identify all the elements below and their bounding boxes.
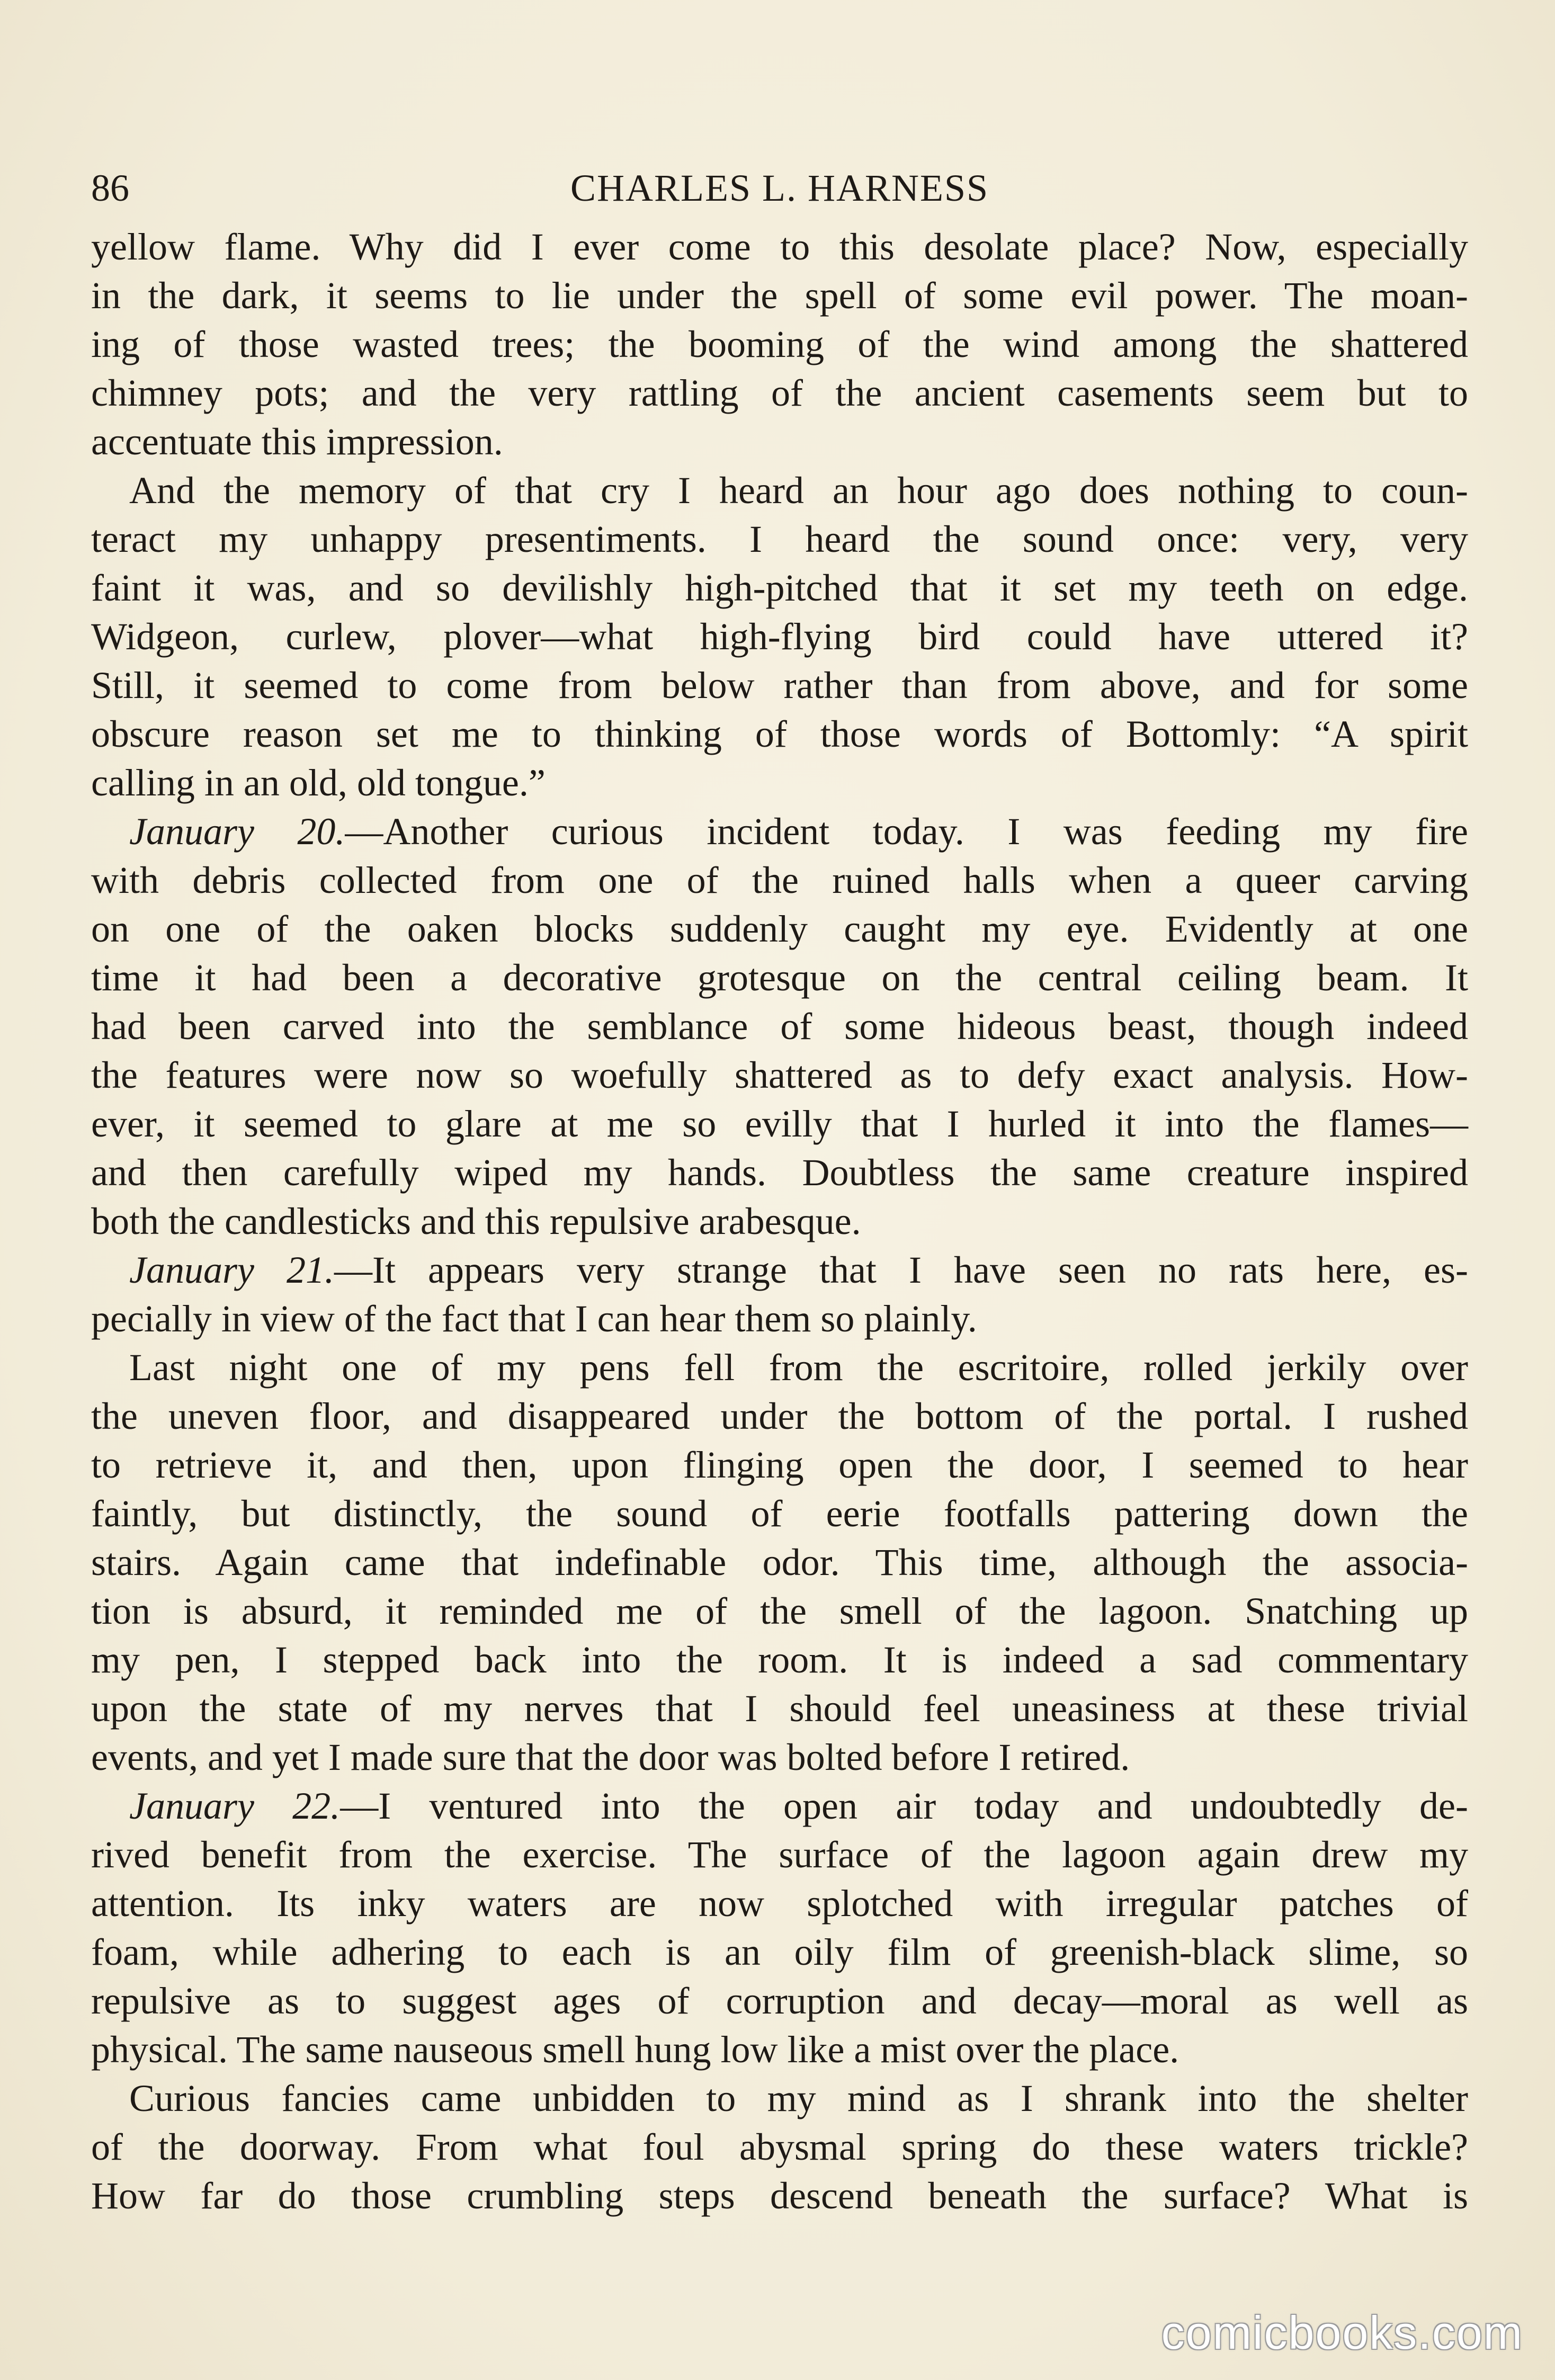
text-line: yellow flame. Why did I ever come to this desolate place? Now, especially <box>91 226 1468 268</box>
page-number: 86 <box>91 167 129 209</box>
text-line: upon the state of my nerves that I should feel uneasiness at these trivial <box>91 1687 1468 1730</box>
text-line: calling in an old, old tongue.” <box>91 762 546 804</box>
body-text <box>91 222 1468 2220</box>
text-line: Last night one of my pens fell from the escritoire, rolled jerkily over <box>129 1346 1468 1389</box>
text-line: the features were now so woefully shattered as to defy exact analysis. How- <box>91 1054 1468 1096</box>
text-line: tion is absurd, it reminded me of the smell of the lagoon. Snatching up <box>91 1590 1468 1632</box>
text-line: with debris collected from one of the ruined halls when a queer carving <box>91 859 1468 901</box>
text-line: accentuate this impression. <box>91 420 503 463</box>
entry-date: January 21. <box>129 1249 334 1291</box>
text-line: How far do those crumbling steps descend beneath the surface? What is <box>91 2175 1468 2217</box>
text-line: both the candlesticks and this repulsive arabesque. <box>91 1200 861 1242</box>
text-line: my pen, I stepped back into the room. It is indeed a sad commentary <box>91 1639 1468 1681</box>
text-line: had been carved into the semblance of some hideous beast, though indeed <box>91 1005 1468 1048</box>
entry-date: January 22. <box>129 1785 341 1827</box>
text-line: faintly, but distinctly, the sound of eerie footfalls pattering down the <box>91 1492 1468 1535</box>
text-line: stairs. Again came that indefinable odor. This time, although the associa- <box>91 1541 1468 1583</box>
page-header <box>91 159 1468 217</box>
text-line: on one of the oaken blocks suddenly caught my eye. Evidently at one <box>91 908 1468 950</box>
text-line: and then carefully wiped my hands. Doubtless the same creature inspired <box>91 1151 1468 1194</box>
text-line: Curious fancies came unbidden to my mind as I shrank into the shelter <box>129 2077 1468 2119</box>
text-line: repulsive as to suggest ages of corruption and decay—moral as well as <box>91 1980 1468 2022</box>
text-line: ever, it seemed to glare at me so evilly that I hurled it into the flames— <box>91 1103 1468 1145</box>
text-line: events, and yet I made sure that the door was bolted before I retired. <box>91 1736 1130 1778</box>
entry-date: January 20. <box>129 810 345 853</box>
text-line: pecially in view of the fact that I can hear them so plainly. <box>91 1298 977 1340</box>
text-line: faint it was, and so devilishly high-pitched that it set my teeth on edge. <box>91 567 1468 609</box>
text-line: obscure reason set me to thinking of those words of Bottomly: “A spirit <box>91 713 1468 755</box>
text-line: foam, while adhering to each is an oily film of greenish-black slime, so <box>91 1931 1468 1973</box>
text-line: rived benefit from the exercise. The surface of the lagoon again drew my <box>91 1833 1468 1876</box>
text-line: ing of those wasted trees; the booming of the wind among the shattered <box>91 323 1468 365</box>
text-line: in the dark, it seems to lie under the spell of some evil power. The moan- <box>91 274 1468 317</box>
text-line: January 22.—I ventured into the open air today and undoubtedly de- <box>129 1785 1468 1827</box>
site-watermark: comicbooks.com <box>1161 2306 1523 2359</box>
text-line: And the memory of that cry I heard an hour ago does nothing to coun- <box>129 469 1468 512</box>
text-line: of the doorway. From what foul abysmal spring do these waters trickle? <box>91 2126 1468 2168</box>
text-line: January 21.—It appears very strange that I have seen no rats here, es- <box>129 1249 1468 1291</box>
text-line: January 20.—Another curious incident today. I was feeding my fire <box>129 810 1468 853</box>
text-line: physical. The same nauseous smell hung low like a mist over the place. <box>91 2028 1179 2071</box>
text-line: Widgeon, curlew, plover—what high-flying bird could have uttered it? <box>91 615 1468 658</box>
text-line: Still, it seemed to come from below rather than from above, and for some <box>91 664 1468 706</box>
text-line: the uneven floor, and disappeared under the bottom of the portal. I rushed <box>91 1395 1468 1437</box>
text-line: teract my unhappy presentiments. I heard the sound once: very, very <box>91 518 1468 560</box>
text-line: time it had been a decorative grotesque on the central ceiling beam. It <box>91 956 1468 999</box>
text-line: attention. Its inky waters are now splotched with irregular patches of <box>91 1882 1468 1925</box>
text-line: to retrieve it, and then, upon flinging open the door, I seemed to hear <box>91 1444 1468 1486</box>
running-head: CHARLES L. HARNESS <box>570 167 989 209</box>
text-line: chimney pots; and the very rattling of the ancient casements seem but to <box>91 372 1468 414</box>
